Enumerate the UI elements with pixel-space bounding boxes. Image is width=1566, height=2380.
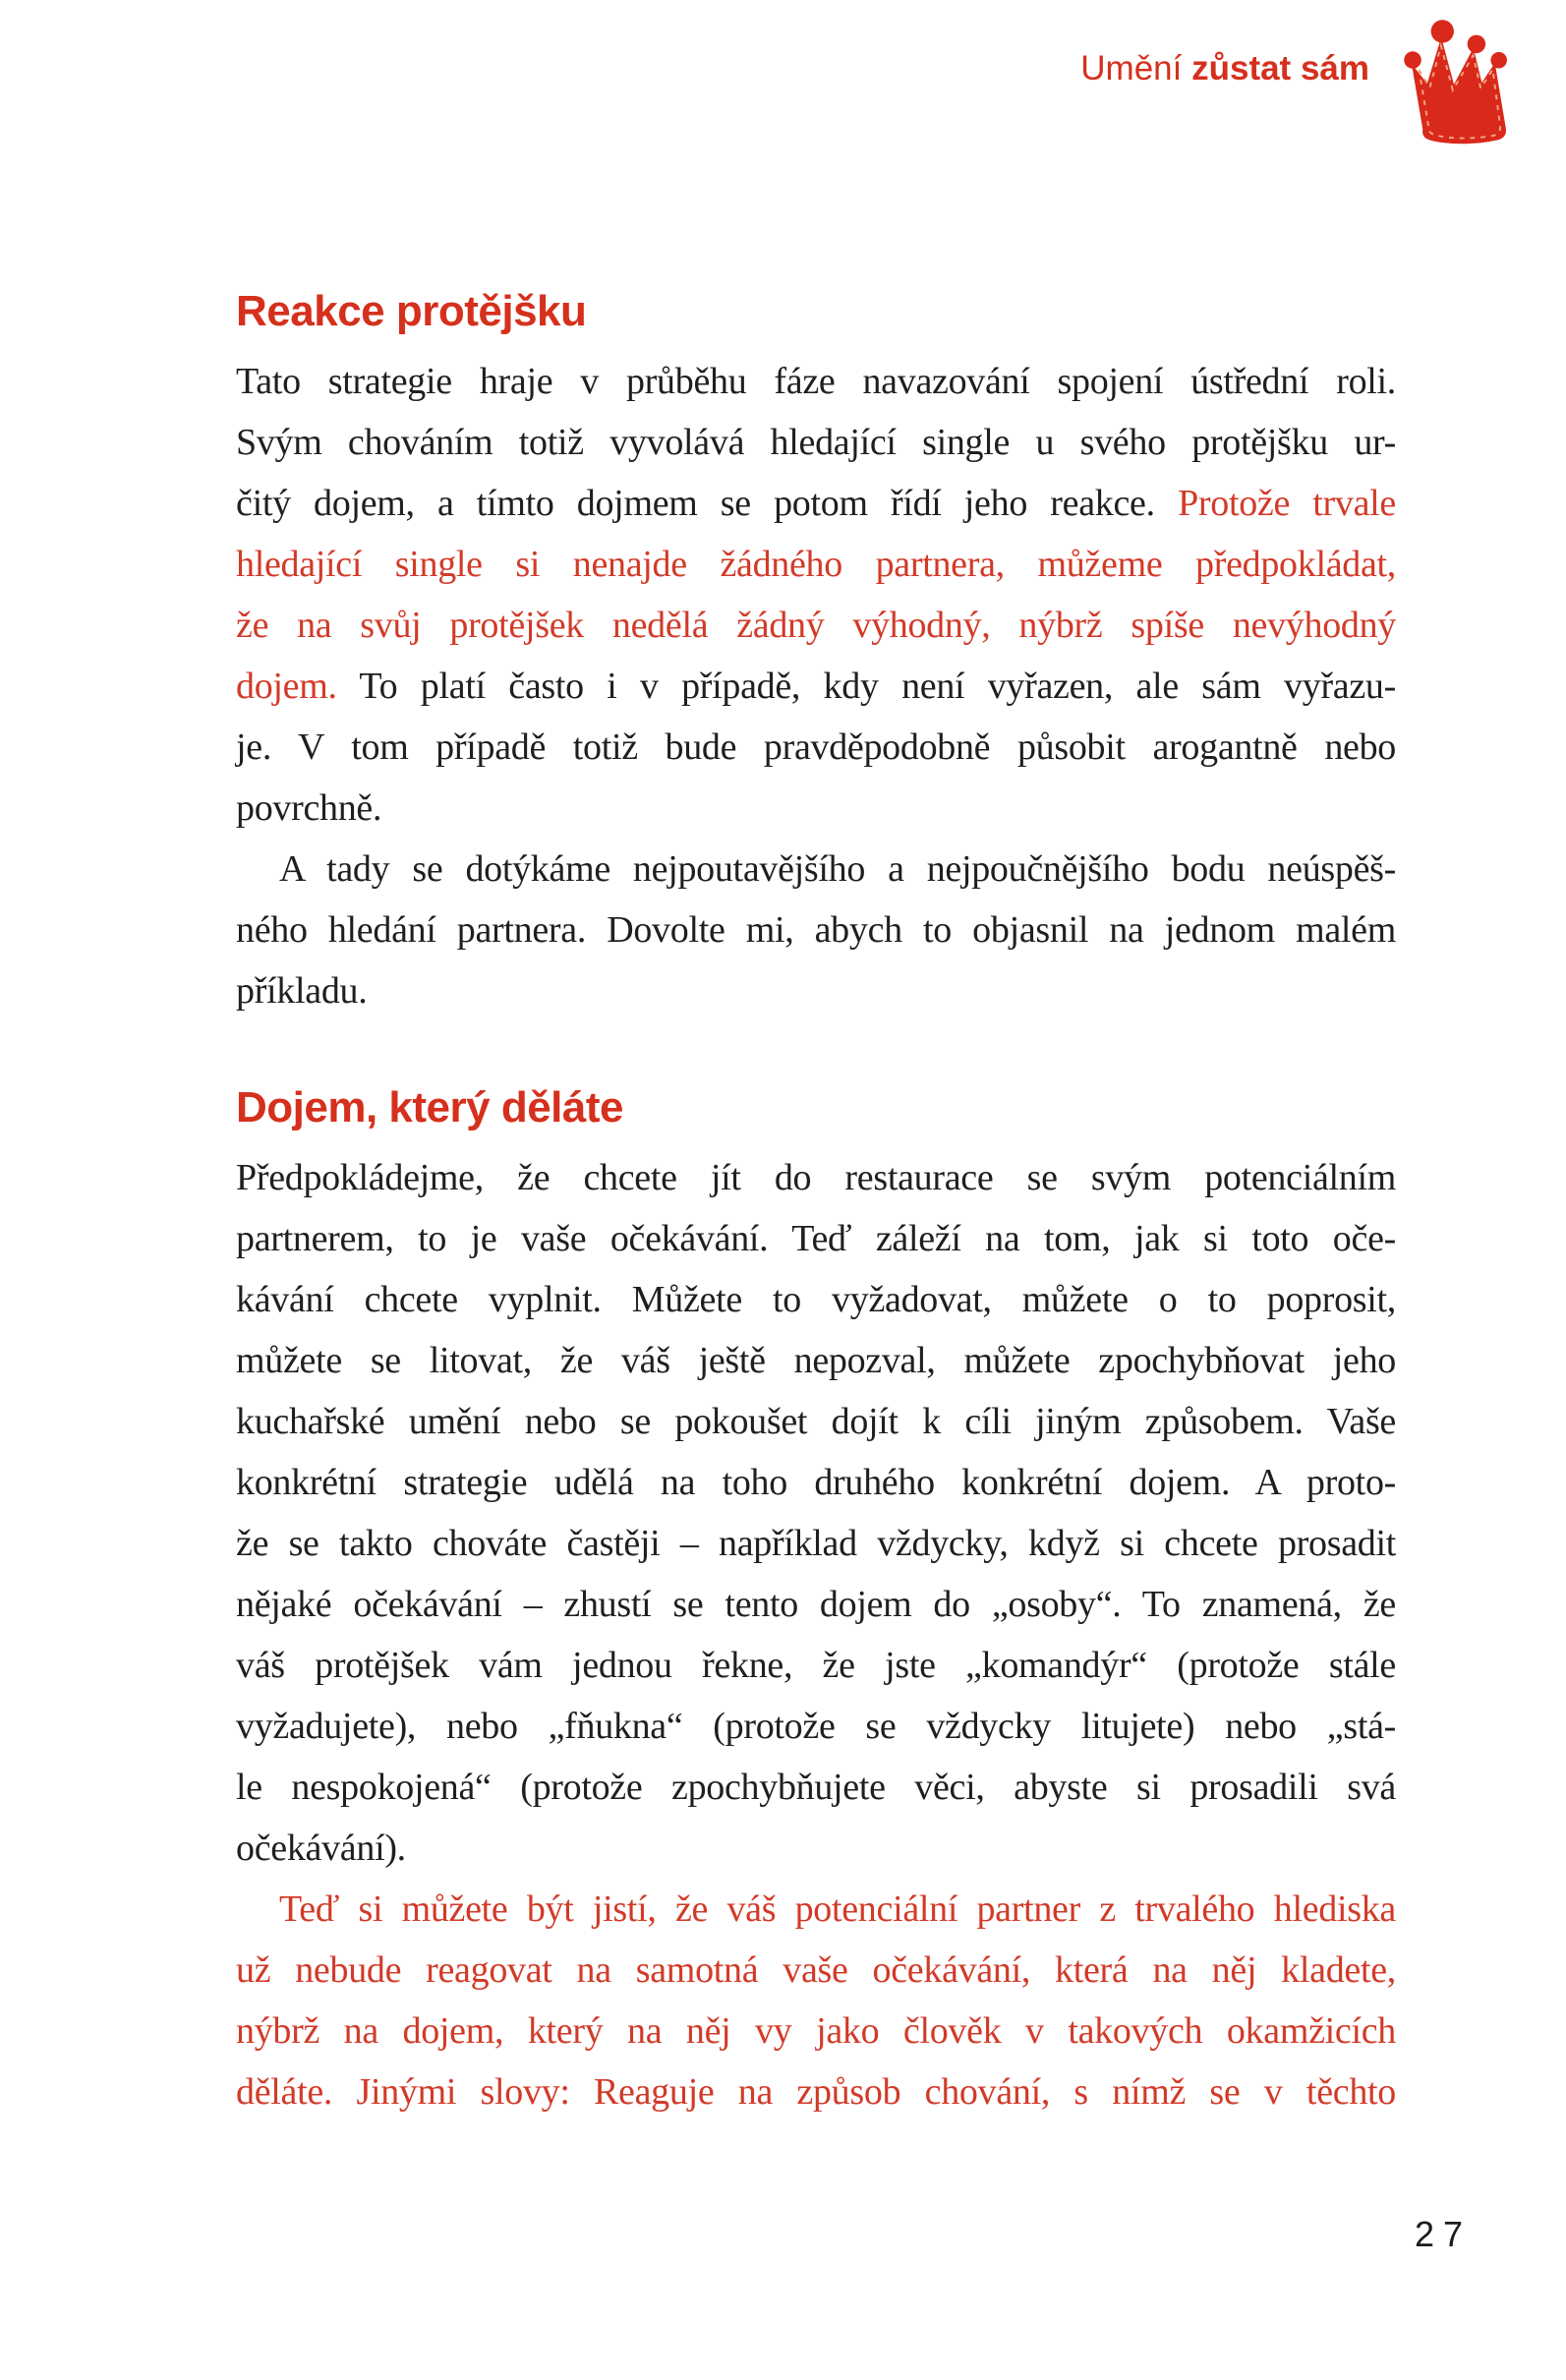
text-segment: hledající single si nenajde žádného partnera, můžeme předpokládat,: [236, 544, 1396, 585]
text-segment: Tato strategie hraje v průběhu fáze navazování spojení ústřední roli.: [236, 361, 1396, 402]
text-line: [236, 900, 1396, 960]
text-line: [236, 473, 1396, 534]
text-segment: Svým chováním totiž vyvolává hledající single u svého protějšku ur-: [236, 422, 1396, 463]
text-line: [236, 1147, 1396, 1208]
text-segment: kávání chcete vyplnit. Můžete to vyžadovat, můžete o to poprosit,: [236, 1279, 1396, 1320]
text-segment: nějaké očekávání – zhustí se tento dojem do „osoby“. To znamená, že: [236, 1584, 1396, 1625]
text-segment: děláte. Jinými slovy: Reaguje na způsob chování, s nímž se v těchto: [236, 2071, 1396, 2113]
text-segment: váš protějšek vám jednou řekne, že jste „komandýr“ (protože stále: [236, 1645, 1396, 1686]
text-line: [236, 412, 1396, 473]
text-line: [236, 717, 1396, 778]
text-segment: očekávání).: [236, 1828, 406, 1869]
paragraph-3: [236, 1147, 1396, 1879]
text-line: [236, 1757, 1396, 1818]
text-line: [236, 1940, 1396, 2001]
text-segment: že se takto chováte častěji – například vždycky, když si chcete prosadit: [236, 1523, 1396, 1564]
text-segment: Teď si můžete být jistí, že váš potenciální partner z trvalého hlediska: [279, 1888, 1396, 1930]
text-line: [236, 2001, 1396, 2061]
text-segment: ného hledání partnera. Dovolte mi, abych to objasnil na jednom malém: [236, 909, 1396, 951]
text-segment: povrchně.: [236, 787, 382, 829]
text-segment: dojem.: [236, 666, 360, 707]
text-line: [236, 778, 1396, 839]
text-line: [236, 1513, 1396, 1574]
text-segment: le nespokojená“ (protože zpochybňujete věci, abyste si prosadili svá: [236, 1767, 1396, 1808]
text-line: [236, 1391, 1396, 1452]
text-segment: nýbrž na dojem, který na něj vy jako člověk v takových okamžicích: [236, 2010, 1396, 2052]
paragraph-2: [236, 839, 1396, 1021]
text-line: [236, 1574, 1396, 1635]
text-line: [236, 1452, 1396, 1513]
text-line: [236, 1635, 1396, 1696]
text-segment: čitý dojem, a tímto dojmem se potom řídí jeho reakce.: [236, 483, 1179, 524]
section-heading-dojem-ktery-delate: Dojem, který děláte: [236, 1083, 623, 1132]
running-head-bold: zůstat sám: [1191, 49, 1369, 87]
text-line: [236, 534, 1396, 595]
text-line: [236, 1696, 1396, 1757]
text-line: [236, 1879, 1396, 1940]
text-segment: Předpokládejme, že chcete jít do restaurace se svým potenciálním: [236, 1157, 1396, 1198]
text-line: [236, 595, 1396, 656]
text-segment: Protože trvale: [1178, 483, 1396, 524]
text-line: [236, 351, 1396, 412]
page-number: 27: [1414, 2214, 1472, 2254]
text-segment: už nebude reagovat na samotná vaše očekávání, která na něj kladete,: [236, 1949, 1396, 1991]
text-line: [236, 1269, 1396, 1330]
text-line: [236, 2061, 1396, 2122]
text-segment: partnerem, to je vaše očekávání. Teď záleží na tom, jak si toto oče-: [236, 1218, 1396, 1259]
text-line: [236, 1208, 1396, 1269]
text-segment: je. V tom případě totiž bude pravděpodobně působit arogantně nebo: [236, 726, 1396, 768]
text-segment: příkladu.: [236, 970, 368, 1012]
text-line: [236, 960, 1396, 1021]
text-line: [236, 839, 1396, 900]
paragraph-1: [236, 351, 1396, 839]
text-segment: To platí často i v případě, kdy není vyřazen, ale sám vyřazu-: [359, 666, 1396, 707]
text-segment: vyžadujete), nebo „fňukna“ (protože se vždycky litujete) nebo „stá-: [236, 1706, 1396, 1747]
text-column: [236, 0, 1396, 2122]
section-heading-reakce-protejsku: Reakce protějšku: [236, 287, 587, 335]
text-segment: konkrétní strategie udělá na toho druhého konkrétní dojem. A proto-: [236, 1462, 1396, 1503]
text-line: [236, 1818, 1396, 1879]
text-segment: A tady se dotýkáme nejpoutavějšího a nejpoučnějšího bodu neúspěš-: [279, 848, 1396, 890]
text-segment: můžete se litovat, že váš ještě nepozval, můžete zpochybňovat jeho: [236, 1340, 1396, 1381]
running-head-light: Umění: [1080, 49, 1192, 87]
text-line: [236, 656, 1396, 717]
paragraph-4: [236, 1879, 1396, 2122]
text-segment: že na svůj protějšek nedělá žádný výhodný, nýbrž spíše nevýhodný: [236, 605, 1396, 646]
text-segment: kuchařské umění nebo se pokoušet dojít k cíli jiným způsobem. Vaše: [236, 1401, 1396, 1442]
text-line: [236, 1330, 1396, 1391]
crown-icon: [1396, 12, 1516, 155]
